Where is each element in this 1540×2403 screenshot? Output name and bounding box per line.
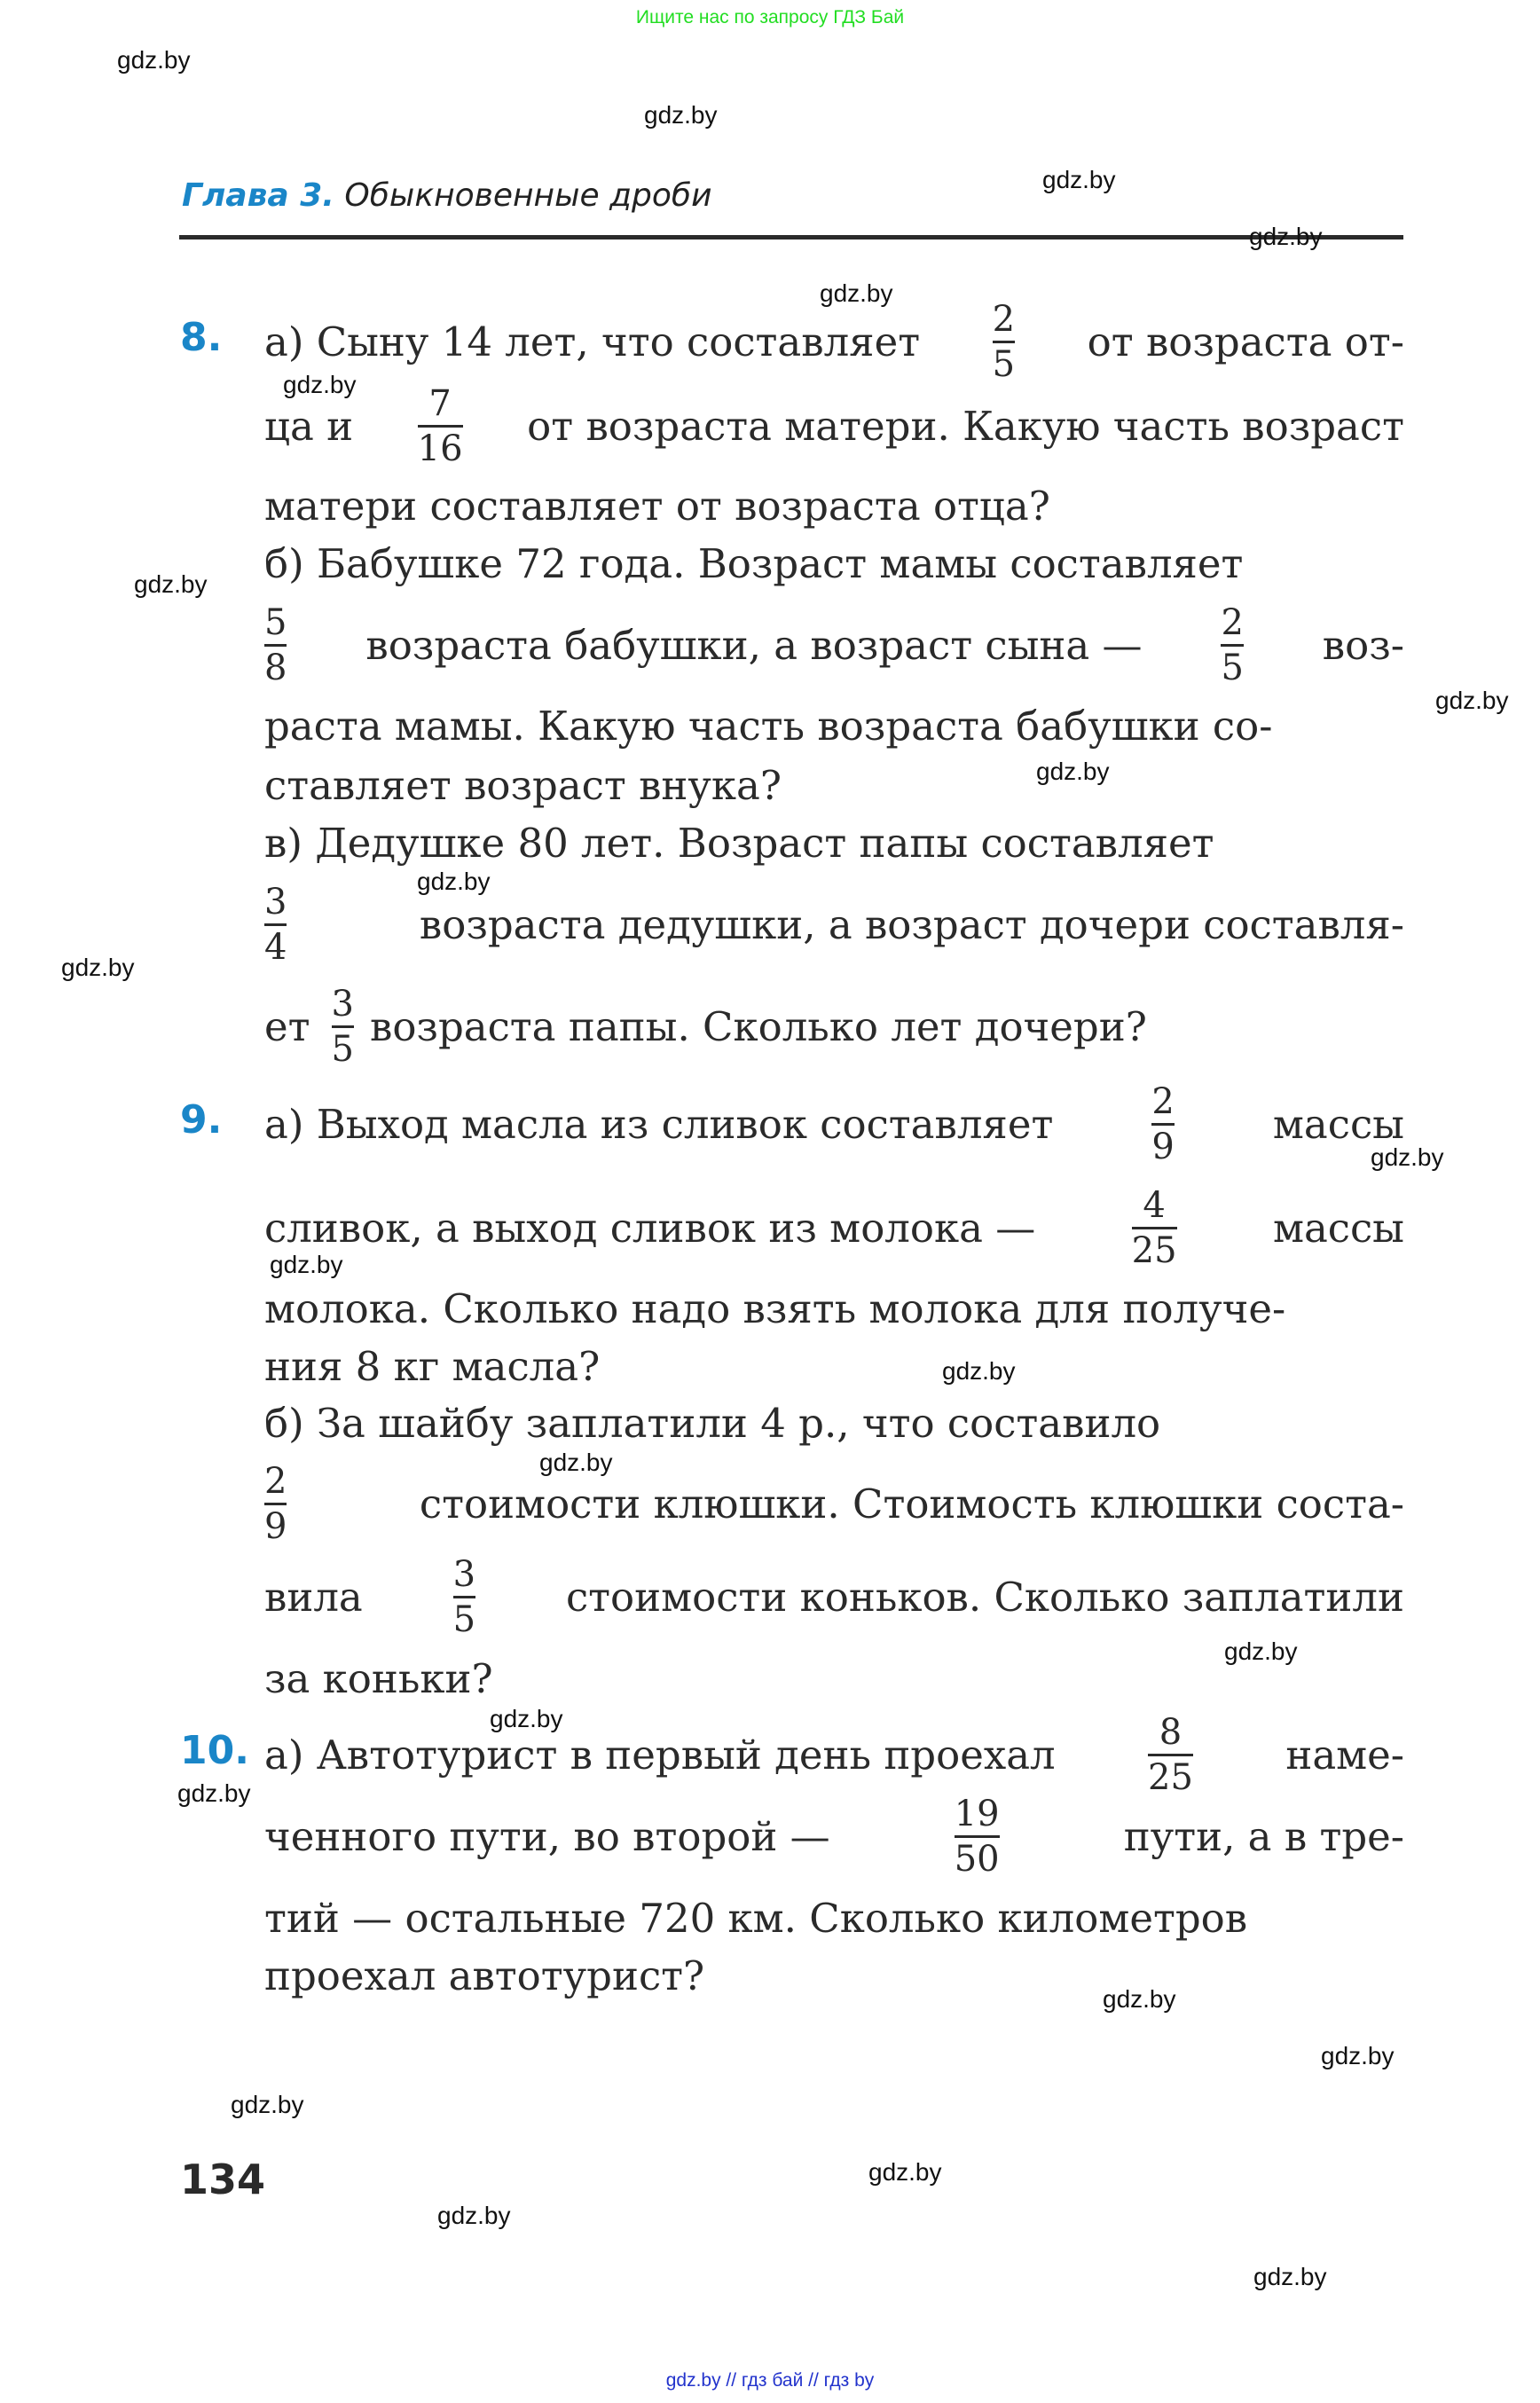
watermark: gdz.by <box>868 2158 942 2186</box>
problem-10a-line-3 <box>264 1891 1404 1944</box>
denominator: 9 <box>264 1505 287 1547</box>
denominator: 50 <box>954 1838 1000 1880</box>
footer-links[interactable]: gdz.by // гдз бай // гдз by <box>665 2370 875 2391</box>
fraction <box>1221 601 1244 688</box>
watermark: gdz.by <box>231 2091 304 2118</box>
denominator: 16 <box>417 428 463 469</box>
fraction <box>331 983 354 1070</box>
numerator: 3 <box>264 881 287 923</box>
watermark: gdz.by <box>539 1449 613 1476</box>
text: от возраста матери. Какую часть возраст <box>527 402 1404 450</box>
fraction <box>1131 1184 1177 1271</box>
text: пути, а в тре- <box>1123 1812 1404 1860</box>
numerator: 2 <box>992 298 1016 340</box>
denominator: 5 <box>331 1028 354 1070</box>
problem-9a-line-1 <box>264 1080 1404 1167</box>
text: ет <box>264 1002 310 1050</box>
watermark: gdz.by <box>61 954 135 981</box>
denominator: 8 <box>264 647 287 688</box>
fraction <box>264 1460 287 1547</box>
watermark: gdz.by <box>417 868 491 895</box>
problem-8c-line-3 <box>264 983 1404 1070</box>
text: воз- <box>1322 621 1404 669</box>
problem-9b-line-1 <box>264 1396 1404 1449</box>
fraction <box>264 601 287 688</box>
page-number: 134 <box>180 2156 266 2203</box>
problem-8a-line-3 <box>264 479 1404 532</box>
watermark: gdz.by <box>490 1705 563 1732</box>
watermark: gdz.by <box>437 2202 511 2229</box>
fraction <box>264 881 287 968</box>
text: за коньки? <box>264 1654 493 1702</box>
numerator: 4 <box>1143 1184 1166 1226</box>
denominator: 25 <box>1148 1756 1193 1798</box>
text: а) Сыну 14 лет, что составляет <box>264 318 921 365</box>
text: от возраста от- <box>1087 318 1404 365</box>
fraction <box>417 382 463 469</box>
text: ния 8 кг масла? <box>264 1342 601 1390</box>
problem-9a-line-4 <box>264 1339 1404 1393</box>
numerator: 2 <box>1221 601 1244 643</box>
watermark: gdz.by <box>644 101 718 129</box>
problem-number-9: 9. <box>180 1097 223 1143</box>
top-banner: Ищите нас по запросу ГДЗ Бай <box>635 7 905 27</box>
problem-10a-line-2 <box>264 1793 1404 1880</box>
watermark: gdz.by <box>820 279 893 307</box>
watermark: gdz.by <box>177 1779 251 1807</box>
problem-8c-line-1 <box>264 816 1404 869</box>
denominator: 25 <box>1131 1229 1177 1271</box>
text: ставляет возраст внука? <box>264 761 782 809</box>
numerator: 5 <box>264 601 287 643</box>
problem-number-10: 10. <box>180 1728 249 1773</box>
text: возраста папы. Сколько лет дочери? <box>369 1002 1147 1050</box>
problem-number-8: 8. <box>180 315 223 360</box>
numerator: 19 <box>954 1793 1000 1834</box>
header-rule <box>179 235 1403 240</box>
chapter-label: Глава 3. <box>182 177 334 214</box>
watermark: gdz.by <box>1042 166 1116 193</box>
text: в) Дедушке 80 лет. Возраст папы составляет <box>264 819 1214 867</box>
problem-9b-line-3 <box>264 1553 1404 1640</box>
text: массы <box>1272 1204 1404 1252</box>
problem-8b-line-2 <box>264 601 1404 688</box>
text: возраста бабушки, а возраст сына — <box>365 621 1143 669</box>
denominator: 5 <box>1221 647 1244 688</box>
watermark: gdz.by <box>1224 1637 1298 1665</box>
text: б) Бабушке 72 года. Возраст мамы составляет <box>264 539 1244 587</box>
denominator: 5 <box>992 343 1016 385</box>
problem-9a-line-3 <box>264 1282 1404 1335</box>
text: молока. Сколько надо взять молока для получе- <box>264 1284 1286 1332</box>
watermark: gdz.by <box>134 570 208 598</box>
problem-8b-line-3 <box>264 699 1404 752</box>
watermark: gdz.by <box>1036 758 1110 785</box>
watermark: gdz.by <box>1435 687 1509 714</box>
text: сливок, а выход сливок из молока — <box>264 1204 1036 1252</box>
text: стоимости коньков. Сколько заплатили <box>565 1573 1404 1621</box>
watermark: gdz.by <box>942 1357 1016 1385</box>
watermark: gdz.by <box>283 371 357 398</box>
text: вила <box>264 1573 363 1621</box>
numerator: 8 <box>1159 1711 1182 1753</box>
watermark: gdz.by <box>1249 223 1323 250</box>
denominator: 4 <box>264 926 287 968</box>
text: ца и <box>264 402 354 450</box>
text: раста мамы. Какую часть возраста бабушки со- <box>264 702 1273 750</box>
text: проехал автотурист? <box>264 1951 705 1999</box>
text: возраста дедушки, а возраст дочери составля- <box>419 900 1404 948</box>
text: тий — остальные 720 км. Сколько километров <box>264 1894 1248 1942</box>
numerator: 2 <box>264 1460 287 1502</box>
watermark: gdz.by <box>1321 2042 1395 2069</box>
chapter-title: Обыкновенные дроби <box>344 177 712 214</box>
denominator: 9 <box>1151 1126 1175 1167</box>
fraction <box>1151 1080 1175 1167</box>
fraction <box>1148 1711 1193 1798</box>
problem-8b-line-4 <box>264 758 1404 812</box>
text: наме- <box>1285 1731 1404 1779</box>
problem-10a-line-4 <box>264 1949 1404 2002</box>
denominator: 5 <box>452 1598 476 1640</box>
text: а) Автотурист в первый день проехал <box>264 1731 1056 1779</box>
text: массы <box>1272 1100 1404 1148</box>
text: стоимости клюшки. Стоимость клюшки соста- <box>419 1480 1404 1527</box>
text: б) За шайбу заплатили 4 р., что составило <box>264 1399 1161 1447</box>
numerator: 3 <box>331 983 354 1025</box>
chapter-header <box>182 177 711 214</box>
problem-8b-line-1 <box>264 537 1404 590</box>
text: а) Выход масла из сливок составляет <box>264 1100 1054 1148</box>
watermark: gdz.by <box>1103 1985 1176 2013</box>
fraction <box>452 1553 476 1640</box>
fraction <box>954 1793 1000 1880</box>
text: матери составляет от возраста отца? <box>264 482 1050 530</box>
watermark: gdz.by <box>1371 1143 1444 1171</box>
numerator: 2 <box>1151 1080 1175 1122</box>
watermark: gdz.by <box>270 1251 343 1278</box>
watermark: gdz.by <box>117 46 191 74</box>
watermark: gdz.by <box>1253 2263 1327 2290</box>
text: ченного пути, во второй — <box>264 1812 830 1860</box>
fraction <box>992 298 1016 385</box>
numerator: 7 <box>428 382 452 424</box>
numerator: 3 <box>452 1553 476 1595</box>
